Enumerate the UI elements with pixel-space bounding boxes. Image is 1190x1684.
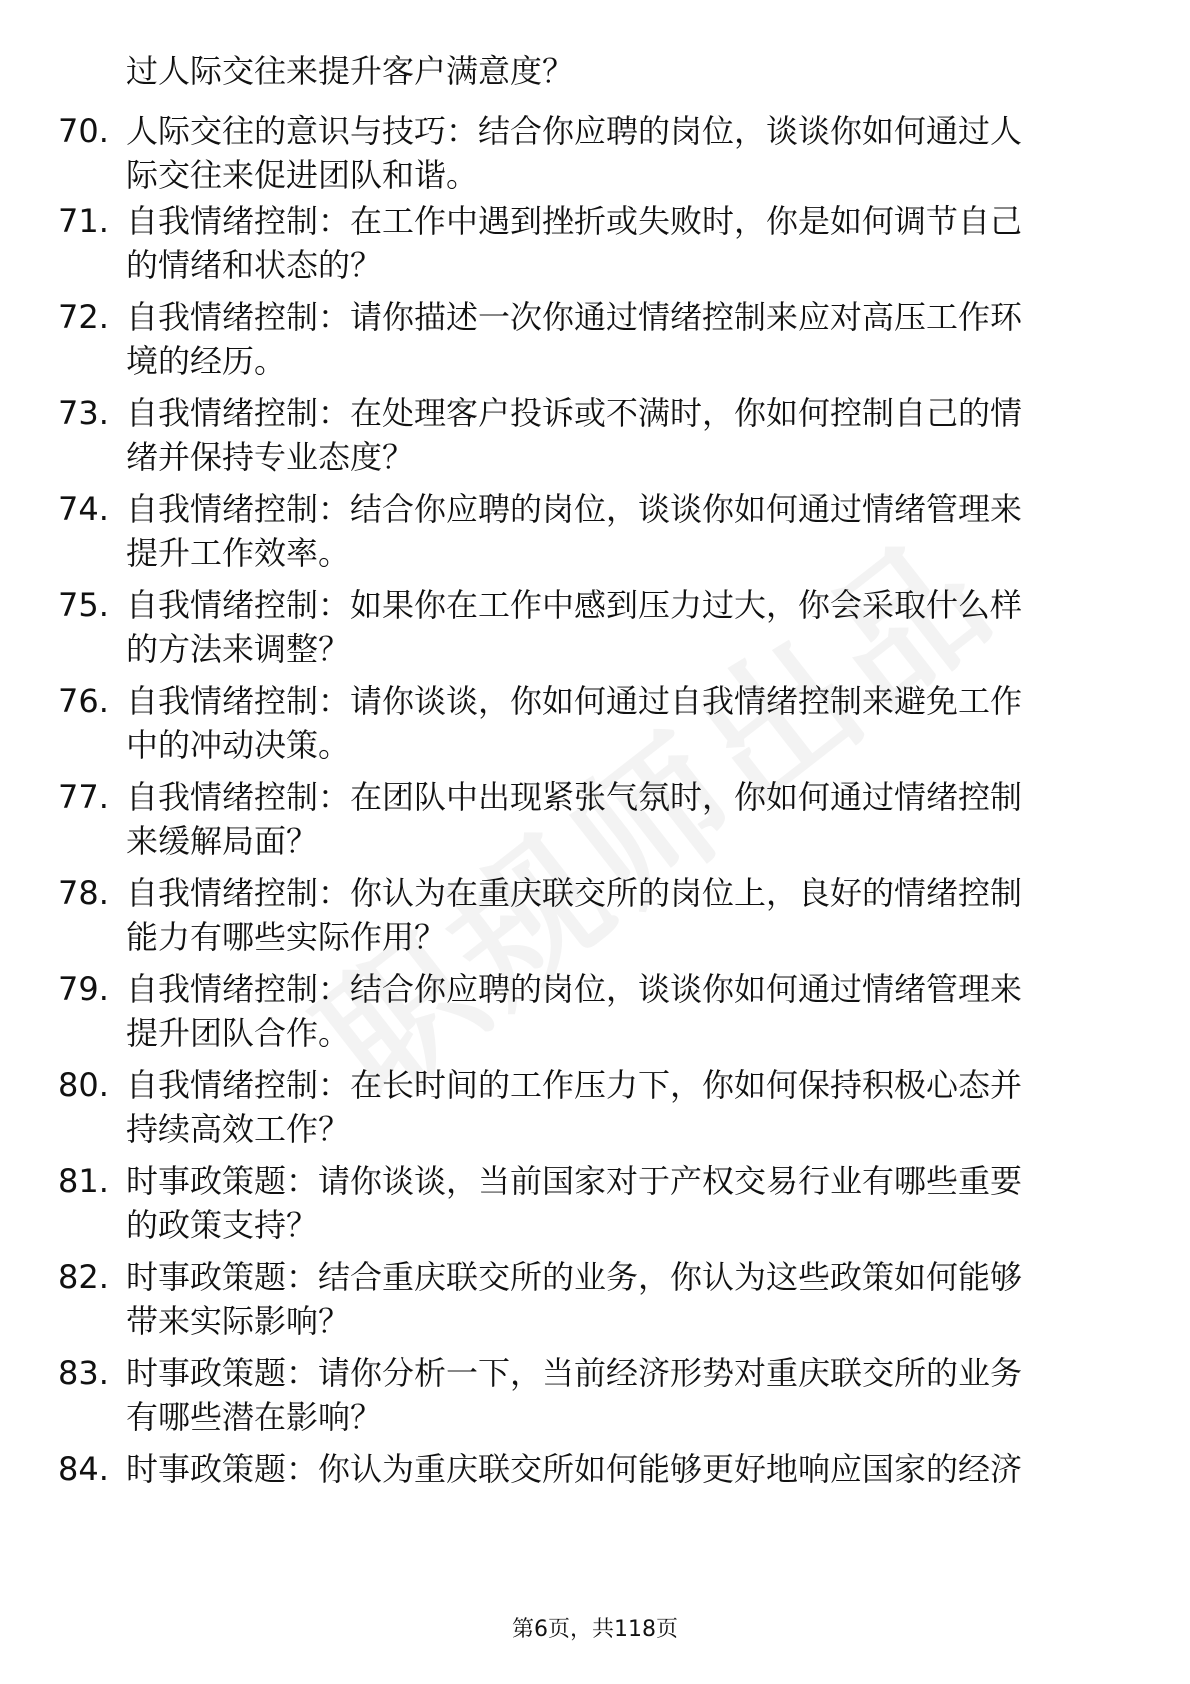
item-number: 78. bbox=[58, 874, 109, 912]
item-number: 70. bbox=[58, 112, 109, 150]
item-text-line1: 自我情绪控制：在团队中出现紧张气氛时，你如何通过情绪控制 bbox=[126, 778, 1023, 816]
item-text-line1: 自我情绪控制：结合你应聘的岗位，谈谈你如何通过情绪管理来 bbox=[126, 970, 1023, 1008]
item-text-line2: 持续高效工作？ bbox=[126, 1110, 351, 1148]
item-text-line2: 际交往来促进团队和谐。 bbox=[126, 156, 479, 194]
item-text-line2: 提升工作效率。 bbox=[126, 534, 351, 572]
item-text-line2: 带来实际影响？ bbox=[126, 1302, 351, 1340]
item-number: 83. bbox=[58, 1354, 109, 1392]
item-text-line1: 自我情绪控制：在长时间的工作压力下，你如何保持积极心态并 bbox=[126, 1066, 1023, 1104]
item-text-line1: 人际交往的意识与技巧：结合你应聘的岗位，谈谈你如何通过人 bbox=[126, 112, 1023, 150]
item-number: 72. bbox=[58, 298, 109, 336]
item-number: 74. bbox=[58, 490, 109, 528]
page-footer: 第6页，共118页 bbox=[512, 1617, 678, 1642]
item-text-line1: 自我情绪控制：在处理客户投诉或不满时，你如何控制自己的情 bbox=[126, 394, 1023, 432]
item-number: 80. bbox=[58, 1066, 109, 1104]
item-number: 71. bbox=[58, 202, 109, 240]
item-text-line2: 境的经历。 bbox=[126, 342, 287, 380]
item-text-line1: 自我情绪控制：你认为在重庆联交所的岗位上，良好的情绪控制 bbox=[126, 874, 1023, 912]
item-number: 76. bbox=[58, 682, 109, 720]
item-text-line1: 自我情绪控制：在工作中遇到挫折或失败时，你是如何调节自己 bbox=[126, 202, 1023, 240]
item-number: 81. bbox=[58, 1162, 109, 1200]
item-number: 73. bbox=[58, 394, 109, 432]
item-number: 75. bbox=[58, 586, 109, 624]
item-number: 77. bbox=[58, 778, 109, 816]
item-text-line2: 提升团队合作。 bbox=[126, 1014, 351, 1052]
item-text-line1: 自我情绪控制：结合你应聘的岗位，谈谈你如何通过情绪管理来 bbox=[126, 490, 1023, 528]
item-number: 79. bbox=[58, 970, 109, 1008]
item-text-line2: 绪并保持专业态度？ bbox=[126, 438, 415, 476]
item-text-line1: 自我情绪控制：如果你在工作中感到压力过大，你会采取什么样 bbox=[126, 586, 1023, 624]
item-text-line2: 来缓解局面？ bbox=[126, 822, 319, 860]
item-text-line2: 的方法来调整？ bbox=[126, 630, 351, 668]
item-number: 84. bbox=[58, 1450, 109, 1488]
item-text-line1: 时事政策题：结合重庆联交所的业务，你认为这些政策如何能够 bbox=[126, 1258, 1023, 1296]
item-text-line1: 自我情绪控制：请你谈谈，你如何通过自我情绪控制来避免工作 bbox=[126, 682, 1023, 720]
item-text-line2: 中的冲动决策。 bbox=[126, 726, 351, 764]
item-number: 82. bbox=[58, 1258, 109, 1296]
continuation-line: 过人际交往来提升客户满意度？ bbox=[126, 52, 575, 90]
item-text-line2: 的政策支持？ bbox=[126, 1206, 319, 1244]
item-text-line1: 时事政策题：请你谈谈，当前国家对于产权交易行业有哪些重要 bbox=[126, 1162, 1023, 1200]
item-text-line2: 能力有哪些实际作用？ bbox=[126, 918, 447, 956]
item-text-line2: 的情绪和状态的？ bbox=[126, 246, 383, 284]
item-text-line1: 自我情绪控制：请你描述一次你通过情绪控制来应对高压工作环 bbox=[126, 298, 1023, 336]
item-text-line1: 时事政策题：请你分析一下，当前经济形势对重庆联交所的业务 bbox=[126, 1354, 1023, 1392]
item-text-line1: 时事政策题：你认为重庆联交所如何能够更好地响应国家的经济 bbox=[126, 1450, 1023, 1488]
item-text-line2: 有哪些潜在影响？ bbox=[126, 1398, 383, 1436]
